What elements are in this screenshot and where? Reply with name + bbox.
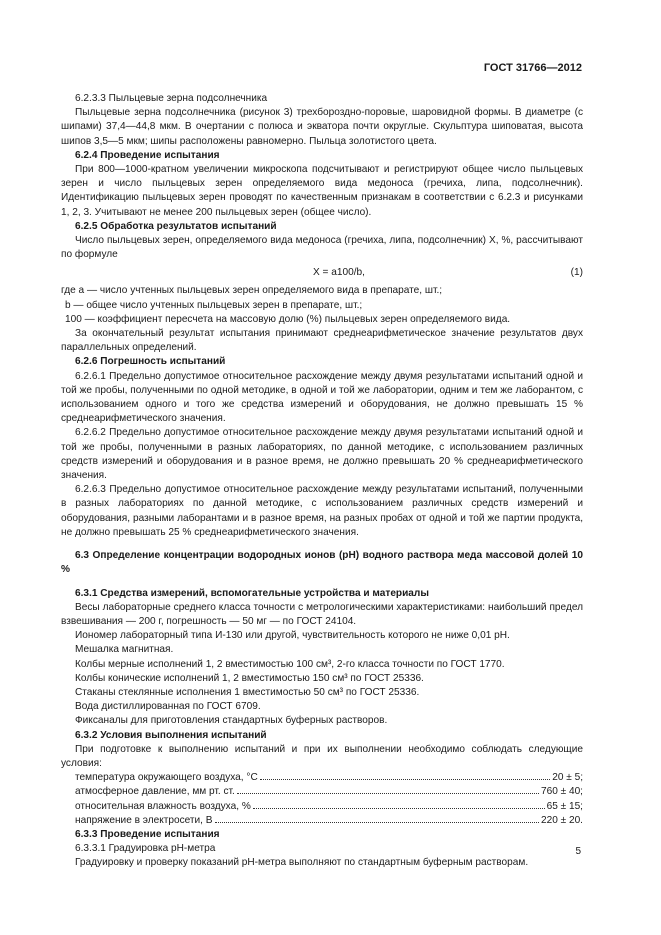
condition-value: 760 ± 40; [540,786,583,798]
paragraph: Иономер лабораторный типа И-130 или другой, чувствительность которого не ниже 0,01 рН. [75,630,510,642]
page-number: 5 [575,846,581,857]
formula-row [61,266,583,281]
condition-row [61,771,583,785]
formula-legend: где a — число учтенных пыльцевых зерен определяемого вида в препарате, шт.; [61,285,443,297]
paragraph: При 800—1000-кратном увеличении микроскопа подсчитывают и регистрируют общее число пыльцевых зерен и число пыльцевых зерен определяемого вида медоноса (гречиха, липа, подсолнечник). Идентификацию пыльцевых зерен проводят по качественным признакам в соответствии с 6.2.3 и рисунками 1, 2, 3. Учитывают не менее 200 пыльцевых зерен (общее число). [61,164,583,218]
condition-label: напряжение в электросети, В [75,814,213,826]
condition-row [61,814,583,828]
paragraph: Колбы мерные исполнений 1, 2 вместимостью 100 см³, 2-го класса точности по ГОСТ 1770. [75,658,505,670]
section-heading: 6.3.2 Условия выполнения испытаний [75,729,267,741]
paragraph: За окончательный результат испытания принимают среднеарифметическое значение результатов двух параллельных определений. [61,328,583,354]
condition-label: температура окружающего воздуха, °С [75,772,258,784]
condition-value: 220 ± 20. [540,814,583,826]
formula-legend: b — общее число учтенных пыльцевых зерен в препарате, шт.; [65,299,363,311]
condition-value: 20 ± 5; [552,772,583,784]
document-body [61,92,583,871]
paragraph: Колбы конические исполнений 1, 2 вместимостью 150 см³ по ГОСТ 25336. [75,672,424,684]
condition-row [61,800,583,814]
paragraph: Вода дистиллированная по ГОСТ 6709. [75,701,261,713]
paragraph: Пыльцевые зерна подсолнечника (рисунок 3) трехбороздно-поровые, шаровидной формы. В диаметре (с шипами) 37,4—44,8 мкм. В очертании с полюса и экватора почти округлые. Скульптура шиповатая, высота шипов 3,5—5 мкм; шипы расположены равномерно. Пыльца золотистого цвета. [61,107,583,147]
section-heading: 6.2.6 Погрешность испытаний [75,356,226,368]
formula-legend: 100 — коэффициент пересчета на массовую долю (%) пыльцевых зерен определяемого вида. [65,313,511,325]
subsection-title: 6.3.3.1 Градуировка рН-метра [75,843,216,855]
formula: X = a100/b, [313,267,365,279]
condition-label: относительная влажность воздуха, % [75,800,251,812]
leader-dots [237,793,539,794]
paragraph: Фиксаналы для приготовления стандартных буферных растворов. [75,715,388,727]
paragraph: Весы лабораторные среднего класса точности с метрологическими характеристиками: наибольший предел взвешивания — 200 г, погрешность — 50 мг — по ГОСТ 24104. [61,601,583,627]
section-heading: 6.3 Определение концентрации водородных ионов (рН) водного раствора меда массовой долей 10 % [61,550,583,576]
leader-dots [215,822,539,823]
leader-dots [260,779,550,780]
paragraph: Градуировку и проверку показаний рН-метра выполняют по стандартным буферным растворам. [75,857,529,869]
paragraph: 6.2.6.1 Предельно допустимое относительное расхождение между двумя результатами испытаний одной и той же пробы, полученными по одной методике, в одной и той же лаборатории, одним и тем же лаборантом, с использованием одного и того же средства измерений и оборудования, не должно превышать 15 % среднеарифметического значения. [61,370,583,425]
paragraph: 6.2.6.3 Предельно допустимое относительное расхождение между результатами испытаний, полученными в разных лабораториях по данной методике, с использованием различных средств измерений и оборудования, разными лаборантами и в разное время, на разных пробах от одной и той же партии продукта, не должно превышать 25 % среднеарифметического значения. [61,484,583,538]
leader-dots [253,808,545,809]
paragraph: Мешалка магнитная. [75,644,174,656]
formula-number: (1) [570,267,583,279]
section-heading: 6.3.3 Проведение испытания [75,828,220,840]
condition-value: 65 ± 15; [546,800,583,812]
paragraph: 6.2.6.2 Предельно допустимое относительное расхождение между двумя результатами испытаний одной и той же пробы, полученными в разных лабораториях, по данной методике, с использованием различных средств измерений и оборудования и в разное время, не должно превышать 20 % среднеарифметического значения. [61,427,583,482]
section-heading: 6.2.4 Проведение испытания [75,149,220,161]
section-heading: 6.3.1 Средства измерений, вспомогательные устройства и материалы [75,587,429,599]
condition-row [61,785,583,799]
paragraph: Число пыльцевых зерен, определяемого вида медоноса (гречиха, липа, подсолнечник) X, %, рассчитывают по формуле [61,235,583,261]
section-heading: 6.2.5 Обработка результатов испытаний [75,220,277,232]
standard-header: ГОСТ 31766—2012 [483,62,582,74]
paragraph: При подготовке к выполнению испытаний и при их выполнении необходимо соблюдать следующие условия: [61,743,583,769]
condition-label: атмосферное давление, мм рт. ст. [75,786,235,798]
paragraph: Стаканы стеклянные исполнения 1 вместимостью 50 см³ по ГОСТ 25336. [75,686,420,698]
subsection-title: 6.2.3.3 Пыльцевые зерна подсолнечника [75,93,268,104]
